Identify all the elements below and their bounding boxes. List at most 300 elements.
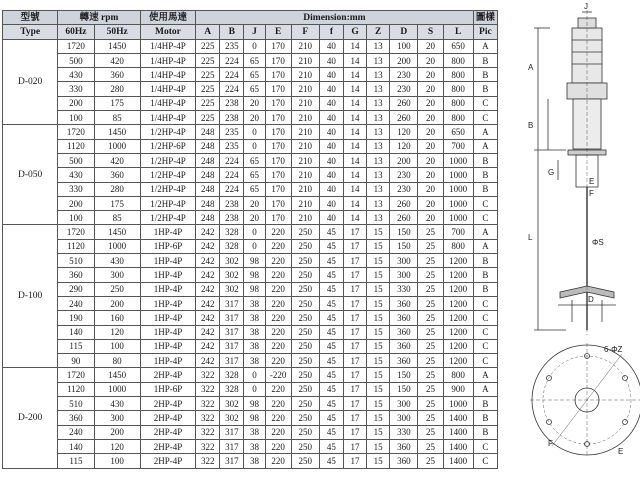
table-cell: 1/4HP-4P: [140, 53, 195, 67]
table-cell: B: [473, 411, 497, 425]
table-cell: 15: [367, 225, 390, 239]
table-cell: 20: [418, 139, 443, 153]
table-cell: 25: [418, 282, 443, 296]
label-F-plan: F: [548, 439, 553, 448]
table-cell: 25: [418, 325, 443, 339]
table-cell: 170: [265, 53, 291, 67]
table-cell: 1450: [94, 125, 140, 139]
table-cell: 200: [94, 296, 140, 310]
table-cell: 100: [58, 211, 94, 225]
table-cell: A: [473, 239, 497, 253]
table-cell: 260: [390, 96, 418, 110]
table-cell: 800: [443, 368, 473, 382]
table-row: [3, 354, 498, 368]
table-cell: 15: [367, 325, 390, 339]
col-dim: J: [244, 25, 265, 39]
table-cell: 1720: [58, 225, 94, 239]
table-cell: 360: [390, 454, 418, 468]
table-cell: 220: [265, 325, 291, 339]
table-cell: 210: [291, 53, 319, 67]
model-type-cell: D-020: [3, 39, 58, 125]
table-cell: 220: [265, 225, 291, 239]
table-cell: 224: [220, 68, 244, 82]
table-cell: 220: [265, 254, 291, 268]
table-cell: 170: [265, 153, 291, 167]
table-cell: 260: [390, 211, 418, 225]
table-cell: 1/4HP-4P: [140, 68, 195, 82]
table-cell: 225: [196, 39, 220, 53]
table-cell: 14: [343, 96, 366, 110]
table-cell: 250: [291, 282, 319, 296]
table-cell: 85: [94, 211, 140, 225]
table-cell: 300: [390, 397, 418, 411]
table-cell: 1HP-4P: [140, 354, 195, 368]
table-cell: B: [473, 68, 497, 82]
model-type-cell: D-050: [3, 125, 58, 225]
table-cell: 17: [343, 454, 366, 468]
table-cell: C: [473, 211, 497, 225]
table-cell: 510: [58, 397, 94, 411]
table-cell: 240: [58, 425, 94, 439]
table-cell: 220: [265, 239, 291, 253]
table-cell: 1HP-4P: [140, 225, 195, 239]
table-cell: 140: [58, 325, 94, 339]
table-cell: 330: [390, 282, 418, 296]
table-cell: 40: [319, 53, 343, 67]
table-cell: 290: [58, 282, 94, 296]
table-cell: 1400: [443, 425, 473, 439]
table-cell: 248: [196, 196, 220, 210]
table-cell: 330: [58, 82, 94, 96]
table-cell: 98: [244, 282, 265, 296]
label-J: J: [584, 2, 588, 11]
table-cell: 225: [196, 53, 220, 67]
table-cell: 220: [265, 268, 291, 282]
table-cell: 1400: [443, 439, 473, 453]
table-cell: 45: [319, 254, 343, 268]
table-cell: 45: [319, 311, 343, 325]
col-dim: B: [220, 25, 244, 39]
table-cell: 280: [94, 182, 140, 196]
table-cell: 360: [390, 439, 418, 453]
table-cell: 100: [390, 39, 418, 53]
table-cell: 170: [265, 82, 291, 96]
table-cell: 17: [343, 425, 366, 439]
table-row: [3, 454, 498, 468]
col-speed-zh: 轉速 rpm: [58, 11, 140, 25]
table-cell: 360: [94, 68, 140, 82]
table-cell: 1000: [94, 239, 140, 253]
table-cell: 220: [265, 296, 291, 310]
table-cell: C: [473, 354, 497, 368]
table-cell: 0: [244, 39, 265, 53]
table-cell: 250: [291, 382, 319, 396]
col-pic: Pic: [473, 25, 497, 39]
table-cell: 224: [220, 153, 244, 167]
table-cell: 250: [291, 397, 319, 411]
table-cell: 15: [367, 439, 390, 453]
table-cell: 248: [196, 139, 220, 153]
table-cell: 317: [220, 296, 244, 310]
table-cell: 510: [58, 254, 94, 268]
label-D: D: [588, 295, 594, 304]
header-row-en: [3, 25, 498, 39]
table-cell: 13: [367, 96, 390, 110]
table-cell: A: [473, 139, 497, 153]
table-cell: 17: [343, 254, 366, 268]
table-cell: 500: [58, 53, 94, 67]
table-cell: 1720: [58, 368, 94, 382]
table-cell: 280: [94, 82, 140, 96]
table-cell: 45: [319, 339, 343, 353]
table-cell: 322: [196, 439, 220, 453]
table-cell: 150: [390, 368, 418, 382]
table-cell: 15: [367, 411, 390, 425]
table-cell: 65: [244, 153, 265, 167]
table-cell: 242: [196, 339, 220, 353]
table-cell: 20: [244, 96, 265, 110]
table-cell: 20: [418, 39, 443, 53]
table-cell: 1120: [58, 382, 94, 396]
table-cell: 25: [418, 354, 443, 368]
table-cell: 14: [343, 82, 366, 96]
table-cell: 20: [418, 153, 443, 167]
table-cell: 20: [418, 168, 443, 182]
table-cell: 300: [94, 268, 140, 282]
table-cell: 20: [418, 53, 443, 67]
table-row: [3, 111, 498, 125]
table-cell: 20: [418, 68, 443, 82]
table-cell: B: [473, 153, 497, 167]
table-cell: 1/2HP-4P: [140, 211, 195, 225]
model-type-cell: D-100: [3, 225, 58, 368]
table-cell: 38: [244, 439, 265, 453]
table-cell: 17: [343, 354, 366, 368]
table-cell: 170: [265, 168, 291, 182]
table-cell: 300: [94, 411, 140, 425]
table-cell: 1000: [443, 196, 473, 210]
table-row: [3, 96, 498, 110]
table-cell: 300: [390, 254, 418, 268]
table-cell: 38: [244, 425, 265, 439]
table-cell: 242: [196, 239, 220, 253]
table-cell: 238: [220, 196, 244, 210]
table-cell: 14: [343, 211, 366, 225]
table-cell: 250: [291, 425, 319, 439]
table-cell: 25: [418, 225, 443, 239]
table-cell: 1/2HP-4P: [140, 153, 195, 167]
table-cell: 235: [220, 125, 244, 139]
table-cell: 14: [343, 68, 366, 82]
table-cell: 14: [343, 53, 366, 67]
table-cell: 45: [319, 382, 343, 396]
table-cell: 25: [418, 268, 443, 282]
table-cell: 20: [418, 211, 443, 225]
table-cell: 317: [220, 454, 244, 468]
table-cell: 65: [244, 82, 265, 96]
table-cell: 40: [319, 39, 343, 53]
table-cell: 15: [367, 454, 390, 468]
col-dim: S: [418, 25, 443, 39]
table-cell: 45: [319, 268, 343, 282]
table-cell: 220: [265, 397, 291, 411]
table-cell: A: [473, 225, 497, 239]
table-cell: 1HP-4P: [140, 296, 195, 310]
table-cell: 15: [367, 296, 390, 310]
table-cell: 1/2HP-6P: [140, 139, 195, 153]
table-row: [3, 311, 498, 325]
table-cell: 15: [367, 382, 390, 396]
table-cell: 1HP-4P: [140, 268, 195, 282]
table-cell: 360: [58, 411, 94, 425]
table-cell: 17: [343, 282, 366, 296]
table-cell: 15: [367, 354, 390, 368]
table-row: [3, 182, 498, 196]
table-cell: 220: [265, 339, 291, 353]
table-row: [3, 211, 498, 225]
table-cell: 238: [220, 211, 244, 225]
table-cell: 235: [220, 139, 244, 153]
table-cell: 700: [443, 225, 473, 239]
table-cell: 17: [343, 339, 366, 353]
table-cell: 15: [367, 254, 390, 268]
table-row: [3, 139, 498, 153]
table-cell: 250: [291, 239, 319, 253]
table-cell: 20: [418, 125, 443, 139]
table-cell: 1000: [94, 139, 140, 153]
table-cell: 25: [418, 311, 443, 325]
table-cell: 800: [443, 82, 473, 96]
table-cell: 1720: [58, 125, 94, 139]
table-cell: 38: [244, 339, 265, 353]
table-cell: 800: [443, 111, 473, 125]
table-cell: 1200: [443, 296, 473, 310]
table-cell: 430: [58, 68, 94, 82]
table-cell: 65: [244, 182, 265, 196]
table-row: [3, 268, 498, 282]
table-cell: 248: [196, 211, 220, 225]
table-cell: 15: [367, 368, 390, 382]
spec-table: [2, 10, 498, 469]
table-cell: 650: [443, 39, 473, 53]
table-cell: 20: [418, 82, 443, 96]
table-cell: 430: [94, 254, 140, 268]
table-cell: 150: [390, 225, 418, 239]
model-type-cell: D-200: [3, 368, 58, 468]
col-pic-zh: 圖樣: [473, 11, 497, 25]
table-cell: 38: [244, 454, 265, 468]
table-cell: 13: [367, 68, 390, 82]
table-cell: 500: [58, 153, 94, 167]
table-cell: 38: [244, 311, 265, 325]
table-cell: 225: [196, 82, 220, 96]
table-cell: 13: [367, 125, 390, 139]
table-cell: 220: [265, 382, 291, 396]
table-cell: 220: [265, 354, 291, 368]
col-dim: L: [443, 25, 473, 39]
table-cell: 45: [319, 354, 343, 368]
table-cell: 250: [291, 296, 319, 310]
table-cell: 25: [418, 454, 443, 468]
table-cell: 2HP-4P: [140, 454, 195, 468]
table-cell: A: [473, 382, 497, 396]
table-cell: 210: [291, 139, 319, 153]
table-cell: 238: [220, 111, 244, 125]
table-cell: 25: [418, 296, 443, 310]
table-cell: 220: [265, 411, 291, 425]
table-row: [3, 411, 498, 425]
table-cell: 1450: [94, 368, 140, 382]
table-cell: 40: [319, 182, 343, 196]
table-cell: 242: [196, 296, 220, 310]
table-cell: 210: [291, 153, 319, 167]
table-cell: 1HP-4P: [140, 339, 195, 353]
table-cell: 430: [58, 168, 94, 182]
table-cell: 1200: [443, 354, 473, 368]
table-cell: 430: [94, 397, 140, 411]
table-cell: 250: [291, 454, 319, 468]
table-cell: 2HP-4P: [140, 397, 195, 411]
table-cell: 13: [367, 82, 390, 96]
table-cell: 25: [418, 439, 443, 453]
table-cell: 65: [244, 168, 265, 182]
table-cell: B: [473, 182, 497, 196]
table-cell: 328: [220, 382, 244, 396]
table-cell: 170: [265, 111, 291, 125]
table-cell: 260: [390, 196, 418, 210]
table-cell: 800: [443, 53, 473, 67]
table-cell: A: [473, 368, 497, 382]
table-cell: B: [473, 168, 497, 182]
table-cell: 170: [265, 125, 291, 139]
table-cell: 1000: [443, 182, 473, 196]
table-cell: 40: [319, 168, 343, 182]
table-cell: -220: [265, 368, 291, 382]
table-cell: 250: [291, 225, 319, 239]
table-cell: 20: [244, 111, 265, 125]
table-cell: 230: [390, 82, 418, 96]
table-cell: 20: [418, 111, 443, 125]
table-cell: 302: [220, 397, 244, 411]
table-cell: 170: [265, 182, 291, 196]
table-cell: 20: [418, 196, 443, 210]
table-cell: 420: [94, 153, 140, 167]
table-cell: 1HP-6P: [140, 239, 195, 253]
table-cell: 1HP-4P: [140, 254, 195, 268]
table-cell: 250: [291, 368, 319, 382]
table-cell: 250: [291, 339, 319, 353]
table-cell: 302: [220, 268, 244, 282]
table-cell: 200: [94, 425, 140, 439]
table-cell: 900: [443, 382, 473, 396]
table-cell: 100: [94, 454, 140, 468]
table-row: [3, 439, 498, 453]
table-cell: 20: [418, 96, 443, 110]
table-cell: 1/4HP-4P: [140, 82, 195, 96]
table-cell: 115: [58, 454, 94, 468]
table-cell: 220: [265, 439, 291, 453]
table-cell: 175: [94, 196, 140, 210]
table-cell: 250: [291, 268, 319, 282]
table-cell: 360: [58, 268, 94, 282]
table-cell: 200: [58, 96, 94, 110]
table-cell: 317: [220, 339, 244, 353]
table-cell: 317: [220, 439, 244, 453]
table-cell: 1HP-6P: [140, 382, 195, 396]
table-cell: 317: [220, 311, 244, 325]
table-cell: 45: [319, 325, 343, 339]
table-cell: 250: [291, 325, 319, 339]
table-cell: 45: [319, 368, 343, 382]
table-cell: 242: [196, 311, 220, 325]
table-cell: 200: [58, 196, 94, 210]
table-cell: 80: [94, 354, 140, 368]
table-cell: 224: [220, 53, 244, 67]
label-G: G: [548, 168, 555, 177]
col-dimension: Dimension:mm: [196, 11, 474, 25]
table-cell: 302: [220, 282, 244, 296]
table-cell: C: [473, 454, 497, 468]
table-cell: 200: [390, 153, 418, 167]
table-cell: 20: [244, 211, 265, 225]
table-cell: C: [473, 111, 497, 125]
table-cell: B: [473, 254, 497, 268]
table-cell: 330: [58, 182, 94, 196]
label-E-plan: E: [618, 447, 624, 456]
agitator-diagram: [500, 0, 640, 480]
table-cell: 45: [319, 225, 343, 239]
table-cell: 25: [418, 368, 443, 382]
table-cell: 1000: [443, 397, 473, 411]
table-cell: 45: [319, 239, 343, 253]
table-cell: 85: [94, 111, 140, 125]
table-cell: 1/2HP-4P: [140, 125, 195, 139]
table-cell: 38: [244, 325, 265, 339]
label-E: E: [589, 177, 595, 186]
table-cell: 242: [196, 268, 220, 282]
table-row: [3, 397, 498, 411]
table-cell: 1120: [58, 139, 94, 153]
table-cell: 13: [367, 139, 390, 153]
table-cell: 2HP-4P: [140, 411, 195, 425]
table-cell: B: [473, 82, 497, 96]
col-dim: E: [265, 25, 291, 39]
table-cell: 2HP-4P: [140, 425, 195, 439]
table-cell: 235: [220, 39, 244, 53]
table-cell: 14: [343, 168, 366, 182]
col-motor-zh: 使用馬達: [140, 11, 195, 25]
table-cell: 1200: [443, 268, 473, 282]
table-cell: 14: [343, 153, 366, 167]
table-cell: 360: [390, 296, 418, 310]
table-cell: 13: [367, 182, 390, 196]
table-cell: 120: [94, 325, 140, 339]
table-cell: 1/2HP-4P: [140, 182, 195, 196]
table-cell: 65: [244, 53, 265, 67]
table-cell: 45: [319, 411, 343, 425]
header-row-zh: [3, 11, 498, 25]
table-cell: 0: [244, 368, 265, 382]
table-cell: B: [473, 53, 497, 67]
table-cell: 190: [58, 311, 94, 325]
table-cell: 15: [367, 339, 390, 353]
table-cell: 210: [291, 82, 319, 96]
table-cell: 250: [94, 282, 140, 296]
table-cell: 420: [94, 53, 140, 67]
table-cell: 230: [390, 182, 418, 196]
table-cell: 40: [319, 68, 343, 82]
table-cell: 14: [343, 139, 366, 153]
